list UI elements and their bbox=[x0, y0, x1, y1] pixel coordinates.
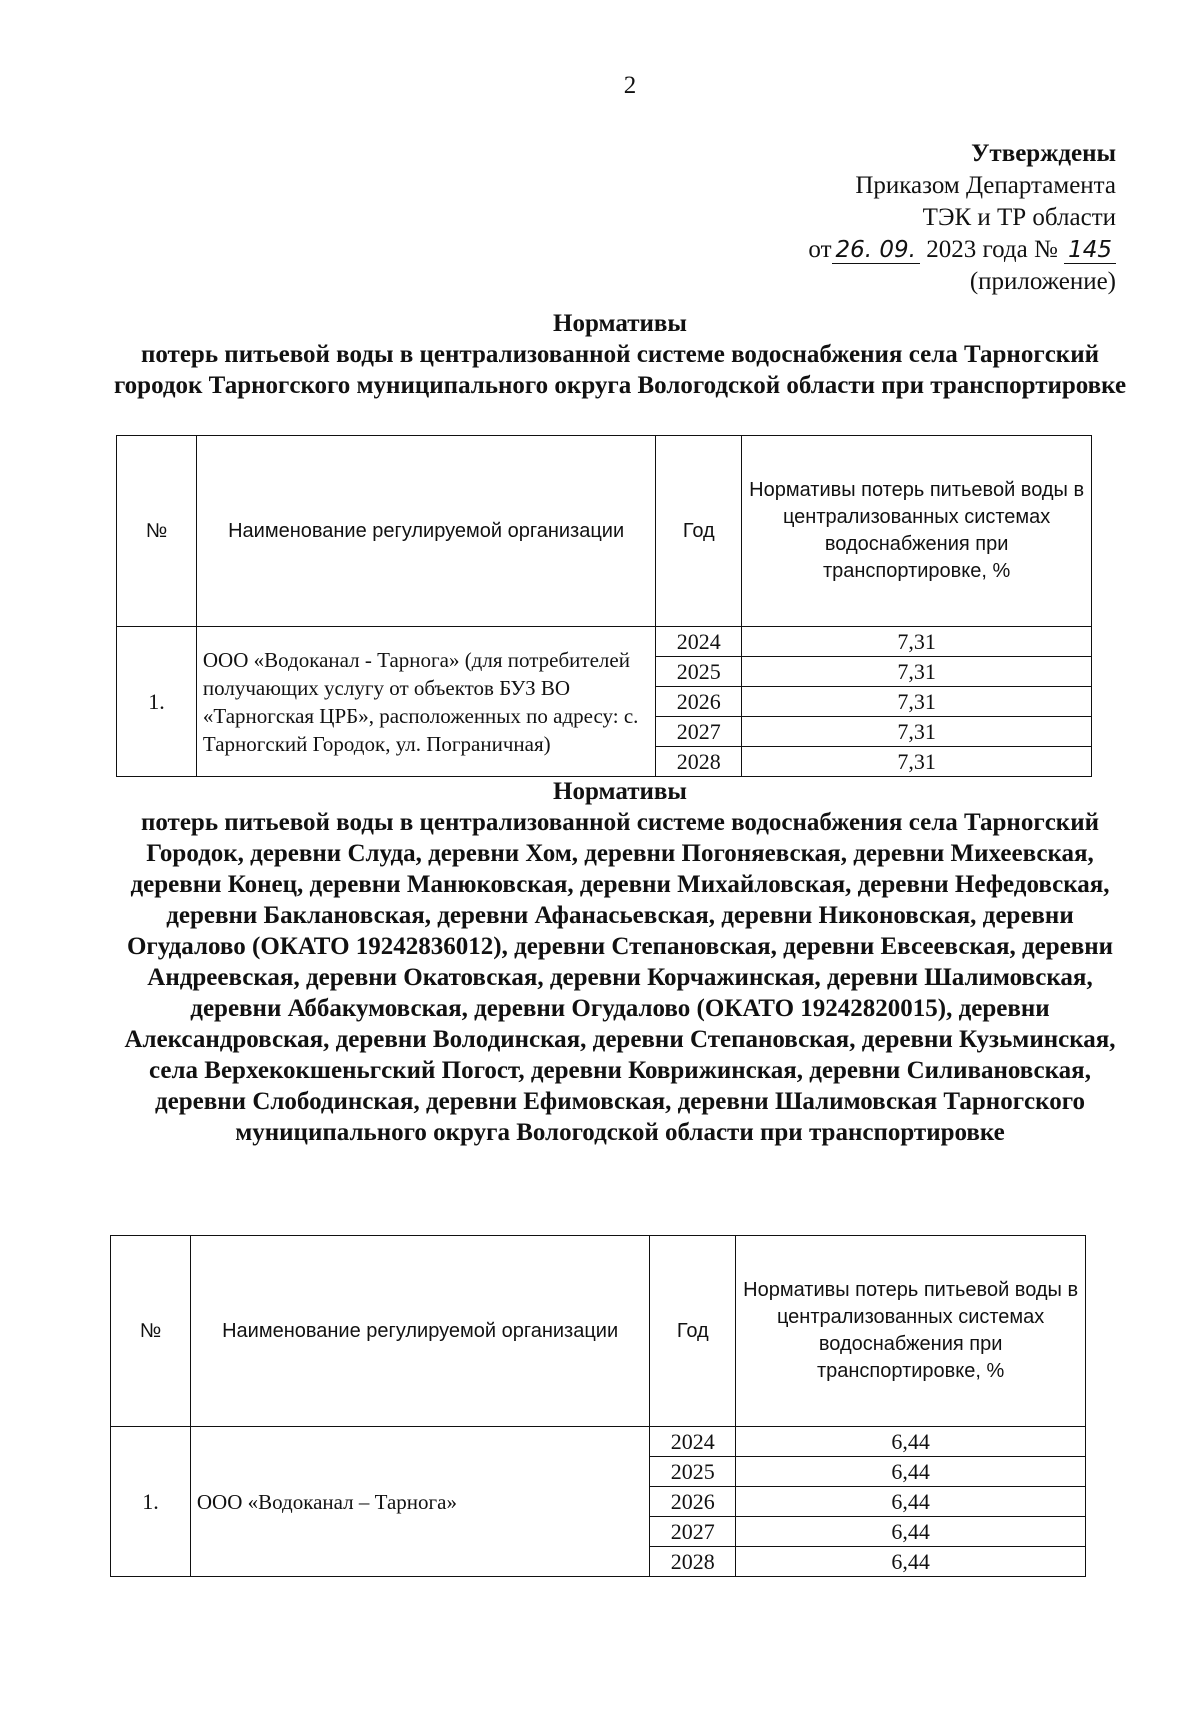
year-cell: 2026 bbox=[650, 1487, 736, 1517]
year-cell: 2025 bbox=[656, 657, 742, 687]
value-cell: 7,31 bbox=[742, 747, 1092, 777]
header-org: Наименование регулируемой организации bbox=[190, 1236, 649, 1427]
value-cell: 6,44 bbox=[736, 1517, 1086, 1547]
date-suffix: 2023 года № bbox=[926, 236, 1058, 263]
date-prefix: от bbox=[808, 236, 832, 263]
value-cell: 7,31 bbox=[742, 717, 1092, 747]
approval-title: Утверждены bbox=[971, 140, 1116, 167]
table-row bbox=[111, 1427, 1086, 1457]
table-row bbox=[117, 627, 1092, 657]
page-number: 2 bbox=[623, 72, 637, 99]
organization-name: ООО «Водоканал – Тарнога» bbox=[190, 1427, 649, 1577]
year-cell: 2027 bbox=[656, 717, 742, 747]
approval-date-line bbox=[808, 234, 1116, 266]
year-cell: 2025 bbox=[650, 1457, 736, 1487]
year-cell: 2028 bbox=[656, 747, 742, 777]
value-cell: 6,44 bbox=[736, 1427, 1086, 1457]
approval-line-2: ТЭК и ТР области bbox=[922, 204, 1116, 231]
handwritten-date: 26. 09. bbox=[832, 237, 920, 264]
handwritten-order-number: 145 bbox=[1064, 237, 1116, 264]
approval-block bbox=[808, 138, 1116, 298]
value-cell: 6,44 bbox=[736, 1457, 1086, 1487]
header-year: Год bbox=[650, 1236, 736, 1427]
value-cell: 6,44 bbox=[736, 1487, 1086, 1517]
year-cell: 2028 bbox=[650, 1547, 736, 1577]
value-cell: 7,31 bbox=[742, 687, 1092, 717]
appendix-label: (приложение) bbox=[969, 268, 1116, 295]
section1-subtitle: потерь питьевой воды в централизованной системе водоснабжения села Тарногский городок Тарногского муниципального округа Вологодской области при транспортировке bbox=[113, 341, 1127, 399]
row-number: 1. bbox=[117, 627, 197, 777]
header-value: Нормативы потерь питьевой воды в централизованных системах водоснабжения при транспортировке, % bbox=[742, 436, 1092, 627]
year-cell: 2026 bbox=[656, 687, 742, 717]
approval-line-1: Приказом Департамента bbox=[855, 172, 1116, 199]
row-number: 1. bbox=[111, 1427, 191, 1577]
section2-table bbox=[110, 1235, 1086, 1577]
value-cell: 6,44 bbox=[736, 1547, 1086, 1577]
value-cell: 7,31 bbox=[742, 627, 1092, 657]
header-num: № bbox=[117, 436, 197, 627]
organization-name: ООО «Водоканал - Тарнога» (для потребителей получающих услугу от объектов БУЗ ВО «Тарногская ЦРБ», расположенных по адресу: с. Тарногский Городок, ул. Пограничная) bbox=[196, 627, 655, 777]
section1-heading bbox=[110, 308, 1130, 401]
section2-title: Нормативы bbox=[553, 778, 687, 805]
header-num: № bbox=[111, 1236, 191, 1427]
section1-title: Нормативы bbox=[553, 310, 687, 337]
year-cell: 2024 bbox=[656, 627, 742, 657]
section2-subtitle: потерь питьевой воды в централизованной системе водоснабжения села Тарногский Городок, деревни Слуда, деревни Хом, деревни Погоняевская, деревни Михеевская, деревни Конец, деревни Манюковская, деревни Михайловская, деревни Нефедовская, деревни Баклановская, деревни Афанасьевская, деревни Никоновская, деревни Огудалово (ОКАТО 19242836012), деревни Степановская, деревни Евсеевская, деревни Андреевская, деревни Окатовская, деревни Корчажинская, деревни Шалимовская, деревни Аббакумовская, деревни Огудалово (ОКАТО 19242820015), деревни Александровская, деревни Володинская, деревни Степановская, деревни Кузьминская, села Верхекокшеньгский Погост, деревни Коврижинская, деревни Силивановская, деревни Слободинская, деревни Ефимовская, деревни Шалимовская Тарногского муниципального округа Вологодской области при транспортировке bbox=[124, 809, 1116, 1146]
year-cell: 2027 bbox=[650, 1517, 736, 1547]
header-value: Нормативы потерь питьевой воды в централизованных системах водоснабжения при транспортировке, % bbox=[736, 1236, 1086, 1427]
header-year: Год bbox=[656, 436, 742, 627]
section2-heading bbox=[110, 776, 1130, 1148]
year-cell: 2024 bbox=[650, 1427, 736, 1457]
header-org: Наименование регулируемой организации bbox=[196, 436, 655, 627]
section1-table bbox=[116, 435, 1092, 777]
value-cell: 7,31 bbox=[742, 657, 1092, 687]
